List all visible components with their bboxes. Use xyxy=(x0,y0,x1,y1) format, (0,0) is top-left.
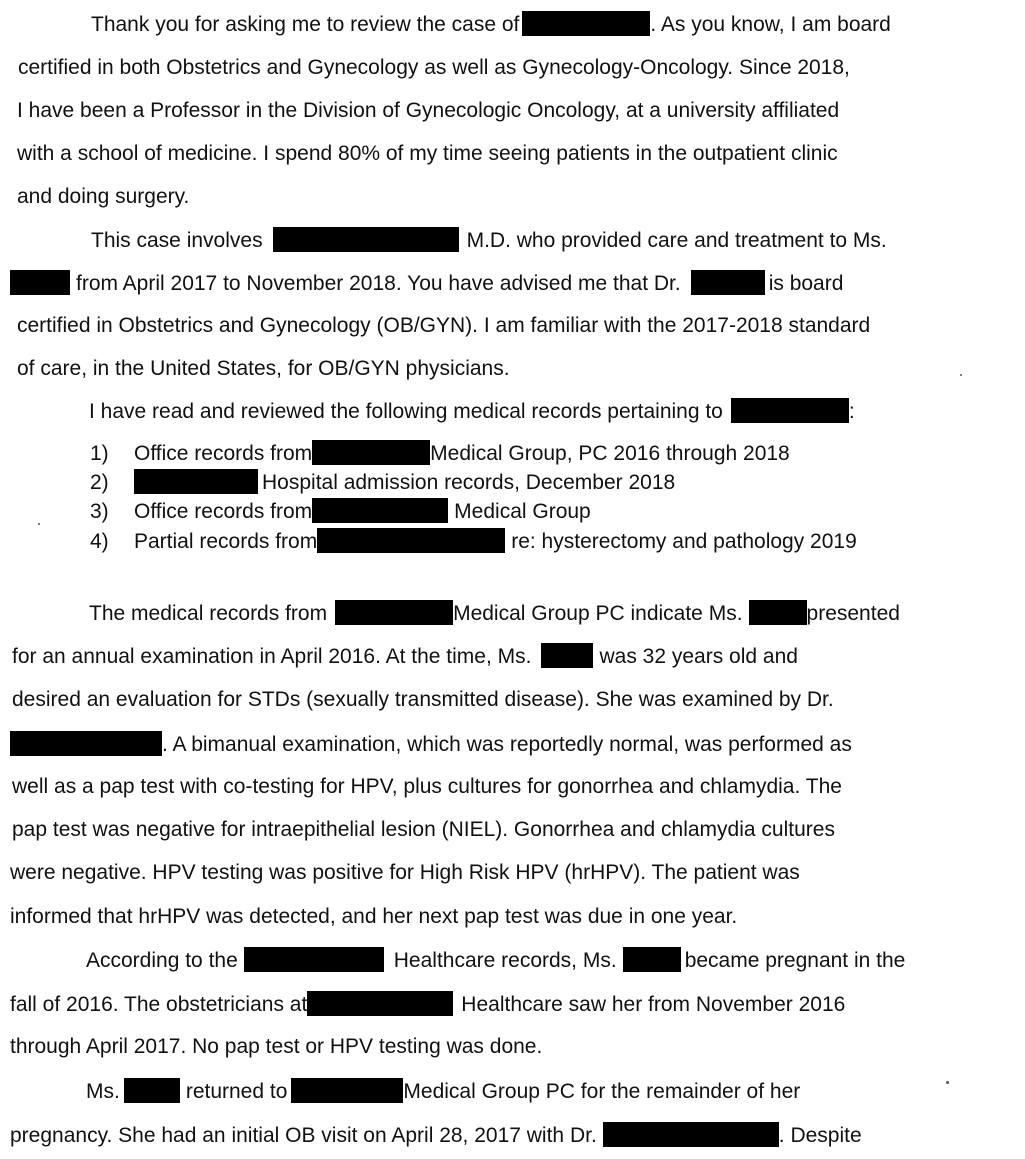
redaction-block xyxy=(312,498,448,523)
redaction-block xyxy=(291,1078,403,1103)
p4-line-1: The medical records from Medical Group PC indicate Ms. presented xyxy=(89,602,900,625)
redaction-block xyxy=(691,270,765,295)
p4-line-5: well as a pap test with co-testing for HPV, plus cultures for gonorrhea and chlamydia. The xyxy=(12,775,842,798)
redaction-block xyxy=(522,11,650,36)
record-item-1: 1) Office records from Medical Group, PC 2016 through 2018 xyxy=(90,442,790,465)
p2-line-4: of care, in the United States, for OB/GYN physicians. xyxy=(17,357,510,380)
redaction-block xyxy=(335,600,453,625)
p6-line-2: pregnancy. She had an initial OB visit on April 28, 2017 with Dr. . Despite xyxy=(10,1124,862,1147)
scan-speck xyxy=(960,374,962,376)
redaction-block xyxy=(731,398,849,423)
p1-line-4: with a school of medicine. I spend 80% of my time seeing patients in the outpatient clinic xyxy=(17,142,838,165)
redaction-block xyxy=(541,643,593,668)
p2-line-2: from April 2017 to November 2018. You have advised me that Dr. is board xyxy=(10,270,843,297)
p1-line-3: I have been a Professor in the Division of Gynecologic Oncology, at a university affiliated xyxy=(17,99,840,122)
record-item-4: 4) Partial records from re: hysterectomy and pathology 2019 xyxy=(90,530,857,553)
scan-speck xyxy=(946,1081,949,1084)
p1-line-5: and doing surgery. xyxy=(17,185,190,208)
p1-line-2: certified in both Obstetrics and Gynecology as well as Gynecology-Oncology. Since 2018, xyxy=(18,56,850,79)
p3-line-1: I have read and reviewed the following medical records pertaining to : xyxy=(89,400,855,423)
redaction-block xyxy=(273,227,459,252)
redaction-block xyxy=(124,1078,180,1103)
redaction-block xyxy=(244,947,384,972)
p1-line-1: Thank you for asking me to review the case of . As you know, I am board xyxy=(91,13,891,36)
p4-line-8: informed that hrHPV was detected, and her next pap test was due in one year. xyxy=(10,905,738,928)
p4-line-2: for an annual examination in April 2016. At the time, Ms. was 32 years old and xyxy=(12,645,798,668)
p5-line-3: through April 2017. No pap test or HPV testing was done. xyxy=(10,1035,543,1058)
redaction-block xyxy=(134,469,258,494)
redaction-block xyxy=(603,1122,779,1147)
p4-line-7: were negative. HPV testing was positive for High Risk HPV (hrHPV). The patient was xyxy=(10,861,800,884)
p5-line-2: fall of 2016. The obstetricians at Healthcare saw her from November 2016 xyxy=(10,993,846,1016)
p4-line-3: desired an evaluation for STDs (sexually transmitted disease). She was examined by Dr. xyxy=(12,688,834,711)
p5-line-1: According to the Healthcare records, Ms. became pregnant in the xyxy=(86,949,906,972)
redaction-block xyxy=(10,270,70,295)
scan-speck xyxy=(38,523,40,525)
record-item-3: 3) Office records from Medical Group xyxy=(90,500,591,523)
p4-line-4: . A bimanual examination, which was reportedly normal, was performed as xyxy=(10,731,852,758)
redaction-block xyxy=(10,731,162,756)
p2-line-3: certified in Obstetrics and Gynecology (OB/GYN). I am familiar with the 2017-2018 standard xyxy=(17,314,871,337)
redaction-block xyxy=(312,440,430,465)
p2-line-1: This case involves M.D. who provided care and treatment to Ms. xyxy=(91,229,887,252)
p4-line-6: pap test was negative for intraepithelial lesion (NIEL). Gonorrhea and chlamydia cultures xyxy=(12,818,835,841)
redaction-block xyxy=(749,600,807,625)
redaction-block xyxy=(307,991,453,1016)
p6-line-1: Ms. returned to Medical Group PC for the remainder of her xyxy=(86,1080,801,1103)
redaction-block xyxy=(317,528,505,553)
record-item-2: 2) Hospital admission records, December 2018 xyxy=(90,471,676,494)
redaction-block xyxy=(623,947,681,972)
